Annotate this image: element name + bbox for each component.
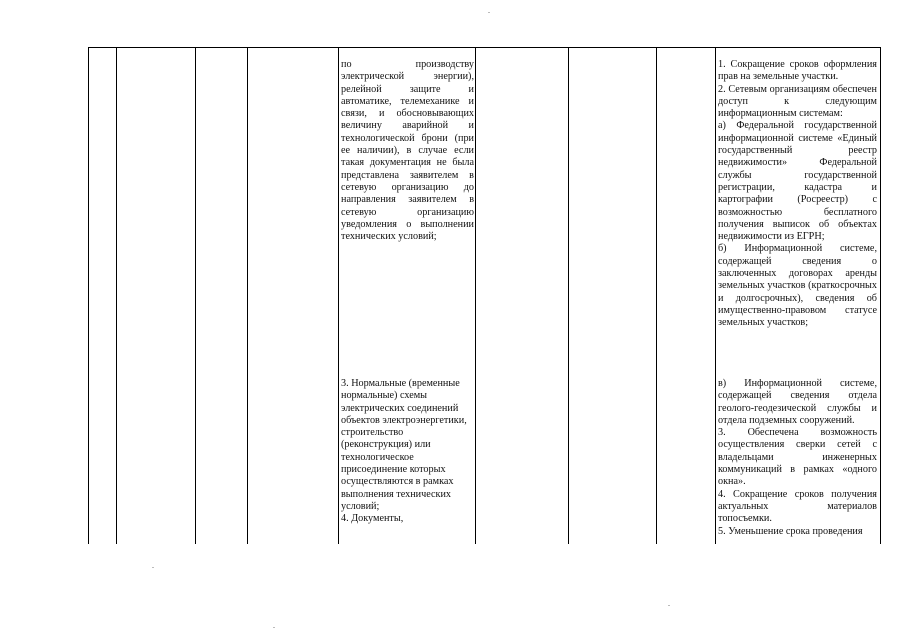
scan-speck	[152, 567, 154, 568]
results-cell-upper	[718, 59, 877, 330]
results-paragraph: 2. Сетевым организациям обеспечен доступ к следующим информационным системам:	[718, 83, 877, 120]
scan-speck	[488, 12, 490, 13]
column-border	[880, 48, 881, 544]
column-border	[116, 48, 117, 544]
requirements-cell-upper	[341, 59, 474, 243]
column-border	[338, 48, 339, 544]
column-border	[568, 48, 569, 544]
document-table	[88, 47, 881, 543]
results-paragraph: 3. Обеспечена возможность осуществления сверки сетей с владельцами инженерных коммуникаций в рамках «одного окна».	[718, 427, 877, 488]
requirements-cell-lower	[341, 378, 474, 526]
scan-speck	[668, 605, 670, 606]
results-paragraph: 5. Уменьшение срока проведения	[718, 525, 863, 537]
results-paragraph: а) Федеральной государственной информационной системе «Единый государственный реестр недвижимости» Федеральной службы государственной регистрации, кадастра и картографии (Росреестр) с возможностью бесплатного получения выписок об объектах недвижимости из ЕГРН;	[718, 120, 877, 243]
column-border	[475, 48, 476, 544]
results-paragraph: 4. Сокращение сроков получения актуальных материалов топосъемки.	[718, 488, 877, 525]
results-paragraph: в) Информационной системе, содержащей сведения отдела геолого-геодезической службы и отдела подземных сооружений.	[718, 378, 877, 426]
column-border	[247, 48, 248, 544]
results-cell-lower	[718, 378, 877, 538]
column-border	[88, 48, 89, 544]
requirements-paragraph: по производству электрической энергии), релейной защите и автоматике, телемеханике и связи, и обосновывающих величину аварийной и технологической брони (при ее наличии), в случае если такая документация не была представлена заявителем в сетевую организацию до направления заявителем в сетевую организацию уведомления о выполнении технических условий;	[341, 59, 474, 243]
column-border	[656, 48, 657, 544]
column-border	[715, 48, 716, 544]
requirements-paragraph: 4. Документы,	[341, 513, 404, 525]
scan-speck	[273, 627, 275, 628]
requirements-paragraph: 3. Нормальные (временные нормальные) схемы электрических соединений объектов электроэнергетики, строительство (реконструкция) или технологическое присоединение которых осуществляются в рамках выполнения технических условий;	[341, 378, 467, 512]
results-paragraph: 1. Сокращение сроков оформления прав на земельные участки.	[718, 59, 877, 83]
column-border	[195, 48, 196, 544]
results-paragraph: б) Информационной системе, содержащей сведения о заключенных договорах аренды земельных участков (краткосрочных и долгосрочных), сведения об имущественно-правовом статусе земельных участков;	[718, 243, 877, 329]
